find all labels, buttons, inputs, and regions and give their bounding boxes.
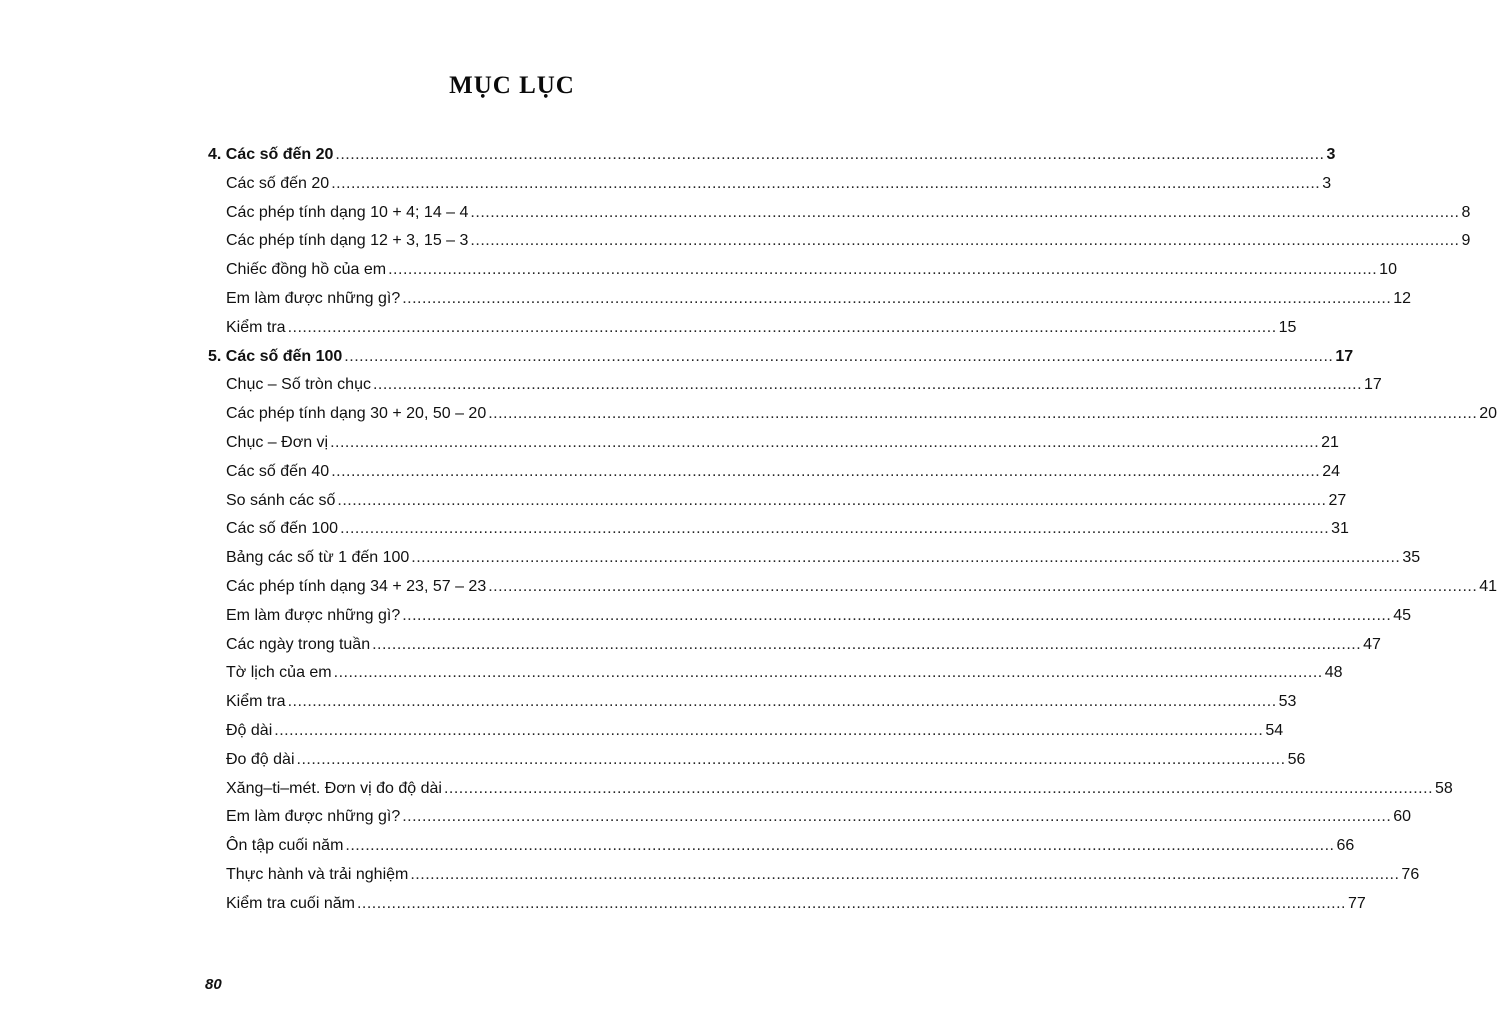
toc-entry-page: 21 (1321, 434, 1339, 451)
page-number: 80 (205, 976, 222, 993)
toc-entry (226, 316, 1297, 340)
toc-entry-page: 58 (1435, 779, 1453, 797)
dot-leader: ........................................................................................................................................................................................................ (337, 491, 1327, 509)
toc-entry-label: Thực hành và trải nghiệm (226, 866, 409, 883)
toc-entry (226, 719, 1284, 743)
toc-entry-page: 56 (1287, 750, 1306, 768)
dot-leader: ........................................................................................................................................................................................................ (287, 318, 1277, 336)
toc-entry (226, 517, 1349, 541)
dot-leader: ........................................................................................................................................................................................................ (356, 894, 1346, 912)
toc-entry (226, 748, 1306, 772)
toc-entry-page: 47 (1363, 635, 1381, 653)
toc-entry (226, 575, 1497, 599)
dot-leader: ........................................................................................................................................................................................................ (296, 750, 1286, 768)
dot-leader: ........................................................................................................................................................................................................ (402, 290, 1392, 307)
toc-entry (226, 229, 1471, 253)
toc-entry (226, 633, 1381, 657)
toc-entry-page: 17 (1335, 347, 1354, 365)
toc-entry (226, 777, 1453, 801)
toc-entry-page: 45 (1393, 606, 1412, 624)
dot-leader: ........................................................................................................................................................................................................ (411, 549, 1401, 567)
dot-leader: ........................................................................................................................................................................................................ (344, 347, 1334, 365)
dot-leader: ........................................................................................................................................................................................................ (331, 174, 1321, 192)
toc-entry (226, 172, 1332, 196)
toc-entry-label: Ôn tập cuối năm (226, 837, 344, 855)
toc-entry-label: Các phép tính dạng 30 + 20, 50 – 20 (226, 405, 487, 423)
dot-leader: ........................................................................................................................................................................................................ (274, 722, 1264, 739)
dot-leader: ........................................................................................................................................................................................................ (388, 261, 1378, 279)
toc-entry-page: 3 (1326, 146, 1336, 163)
dot-leader: ........................................................................................................................................................................................................ (331, 462, 1321, 480)
toc-entry-label: Em làm được những gì? (226, 606, 401, 624)
toc-entry-page: 15 (1278, 318, 1297, 336)
toc-section (208, 345, 1354, 369)
dot-leader: ........................................................................................................................................................................................................ (330, 434, 1320, 451)
toc-entry (226, 287, 1412, 311)
toc-entry (226, 258, 1397, 282)
dot-leader: ........................................................................................................................................................................................................ (402, 606, 1392, 624)
toc-entry-page: 60 (1393, 808, 1412, 826)
toc-entry-page: 3 (1322, 174, 1332, 192)
toc-entry-label: Xăng–ti–mét. Đơn vị đo độ dài (226, 779, 442, 797)
toc-entry-page: 20 (1479, 405, 1497, 423)
toc-entry-label: Chục – Đơn vị (226, 434, 329, 451)
toc-entry (226, 201, 1471, 225)
toc-entry-label: Chiếc đồng hồ của em (226, 261, 387, 279)
toc-entry (226, 402, 1497, 426)
toc-entry (226, 431, 1339, 455)
toc-entry-label: Kiểm tra (226, 318, 286, 336)
dot-leader: ........................................................................................................................................................................................................ (488, 405, 1478, 423)
dot-leader: ........................................................................................................................................................................................................ (372, 635, 1362, 653)
dot-leader: ........................................................................................................................................................................................................ (345, 837, 1335, 855)
toc-entry (226, 661, 1343, 685)
toc-entry-page: 66 (1336, 837, 1355, 855)
dot-leader: ........................................................................................................................................................................................................ (287, 693, 1277, 711)
toc-entry-page: 9 (1461, 232, 1471, 250)
toc-entry-label: 4. Các số đến 20 (208, 146, 334, 163)
toc-entry-label: Độ dài (226, 722, 273, 739)
toc-entry-page: 17 (1364, 376, 1382, 394)
toc-entry-page: 41 (1479, 578, 1497, 595)
toc-entry-page: 48 (1324, 664, 1343, 682)
toc-entry-label: Các phép tính dạng 34 + 23, 57 – 23 (226, 578, 487, 595)
toc-entry-label: Các ngày trong tuần (226, 635, 371, 653)
toc-entry (226, 489, 1347, 513)
dot-leader: ........................................................................................................................................................................................................ (335, 146, 1325, 163)
toc-entry-label: Bảng các số từ 1 đến 100 (226, 549, 410, 567)
dot-leader: ........................................................................................................................................................................................................ (470, 203, 1460, 221)
dot-leader: ........................................................................................................................................................................................................ (372, 376, 1363, 394)
toc-entry-label: 5. Các số đến 100 (208, 347, 343, 365)
toc-entry-label: Các số đến 100 (226, 520, 339, 538)
toc-entry (226, 834, 1355, 858)
toc-entry (226, 690, 1297, 714)
toc-entry-label: Em làm được những gì? (226, 290, 401, 307)
page-title: MỤC LỤC (449, 72, 575, 99)
dot-leader: ........................................................................................................................................................................................................ (410, 866, 1400, 883)
toc-entry-label: Các số đến 20 (226, 174, 330, 192)
toc-entry (226, 604, 1412, 628)
toc-entry-label: So sánh các số (226, 491, 336, 509)
dot-leader: ........................................................................................................................................................................................................ (333, 664, 1323, 682)
toc-entry-label: Các phép tính dạng 12 + 3, 15 – 3 (226, 232, 469, 250)
toc-entry-page: 27 (1328, 491, 1347, 509)
toc-entry-label: Chục – Số tròn chục (226, 376, 371, 394)
toc-entry-label: Em làm được những gì? (226, 808, 401, 826)
toc-entry-page: 76 (1401, 866, 1420, 883)
toc-entry-label: Đo độ dài (226, 750, 295, 768)
dot-leader: ........................................................................................................................................................................................................ (488, 578, 1478, 595)
toc-entry-label: Kiểm tra cuối năm (226, 894, 355, 912)
toc-entry (226, 805, 1412, 829)
toc-entry (226, 373, 1382, 397)
toc-entry-page: 10 (1379, 261, 1397, 279)
toc-entry (226, 546, 1421, 570)
toc-entry-page: 77 (1348, 894, 1366, 912)
dot-leader: ........................................................................................................................................................................................................ (470, 232, 1460, 250)
toc-entry (226, 863, 1420, 887)
toc-entry-page: 53 (1278, 693, 1297, 711)
toc-section (208, 143, 1336, 167)
toc-entry-page: 35 (1402, 549, 1421, 567)
toc-entry-page: 54 (1265, 722, 1284, 739)
toc-entry-page: 12 (1393, 290, 1412, 307)
toc-entry-label: Kiểm tra (226, 693, 286, 711)
toc-entry-label: Tờ lịch của em (226, 664, 332, 682)
toc-entry-label: Các phép tính dạng 10 + 4; 14 – 4 (226, 203, 469, 221)
toc-entry (226, 892, 1366, 916)
toc-entry-label: Các số đến 40 (226, 462, 330, 480)
toc-entry-page: 31 (1331, 520, 1349, 538)
dot-leader: ........................................................................................................................................................................................................ (340, 520, 1330, 538)
dot-leader: ........................................................................................................................................................................................................ (402, 808, 1392, 826)
toc-entry-page: 8 (1461, 203, 1471, 221)
toc-entry-page: 24 (1322, 462, 1341, 480)
toc-entry (226, 460, 1341, 484)
dot-leader: ........................................................................................................................................................................................................ (443, 779, 1434, 797)
